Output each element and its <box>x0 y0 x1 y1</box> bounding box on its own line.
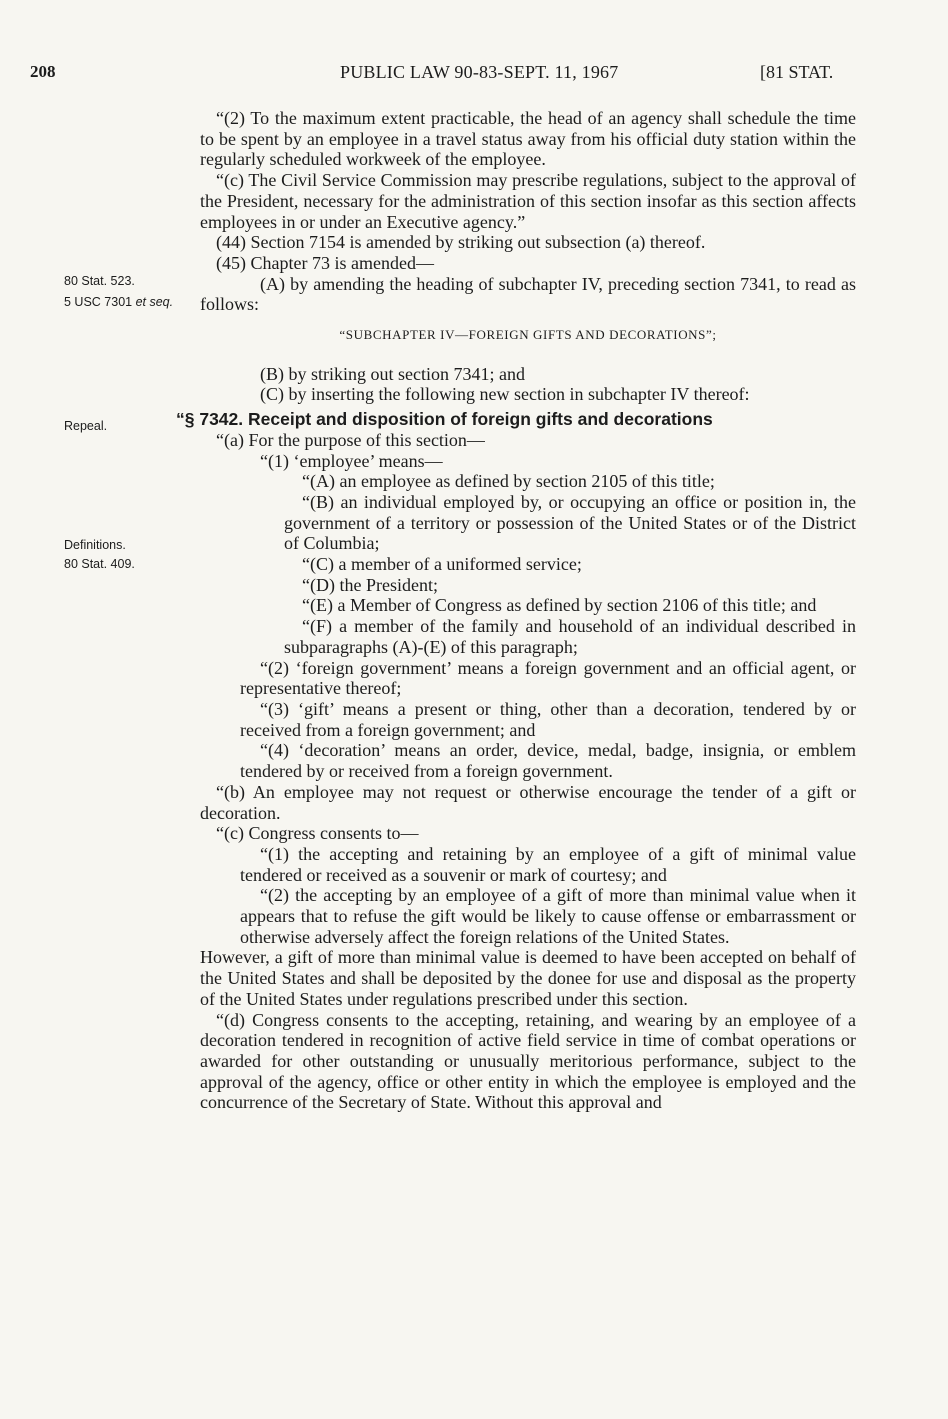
subsection-a: “(a) For the purpose of this section— <box>216 429 485 450</box>
page-number: 208 <box>30 62 56 81</box>
statute-body <box>176 108 856 1113</box>
usc-citation-text: 5 USC 7301 <box>64 295 136 309</box>
subsection-c-proviso: However, a gift of more than minimal value is deemed to have been accepted on behalf of the United States and shall be deposited by the donee for use and disposal as the property of the United States under regulations prescribed under this section. <box>200 947 856 1009</box>
subsection-c-1: “(1) the accepting and retaining by an employee of a gift of minimal value tendered or received as a souvenir or mark of courtesy; and <box>240 843 856 885</box>
paragraph-civil-service-regulations: “(c) The Civil Service Commission may prescribe regulations, subject to the approval of the President, necessary for the administration of this section insofar as this section affects employees in or under an Executive agency.” <box>200 170 856 232</box>
definition-employee-f: “(F) a member of the family and household of an individual described in subparagraphs (A)-(E) of this paragraph; <box>284 616 856 657</box>
definition-employee: “(1) ‘employee’ means— <box>260 450 443 471</box>
subsection-d: “(d) Congress consents to the accepting, retaining, and wearing by an employee of a decoration tendered in recognition of active field service in time of combat operations or awarded for other outstanding or unusually meritorious performance, subject to the approval of the agency, office or other entity in which the employee is employed and the concurrence of the Secretary of State. Without this approval and <box>200 1009 856 1113</box>
margin-note-usc-citation <box>64 293 173 311</box>
paragraph-44: (44) Section 7154 is amended by striking out subsection (a) thereof. <box>216 232 706 253</box>
definition-employee-e: “(E) a Member of Congress as defined by section 2106 of this title; and <box>302 595 817 616</box>
subsection-b: “(b) An employee may not request or otherwise encourage the tender of a gift or decoration. <box>200 781 856 823</box>
subchapter-heading: “SUBCHAPTER IV—FOREIGN GIFTS AND DECORATIONS”; <box>339 327 717 343</box>
statute-reference: [81 STAT. <box>760 62 834 82</box>
paragraph-45-c: (C) by inserting the following new section in subchapter IV thereof: <box>260 384 750 405</box>
margin-note-80-stat-409: 80 Stat. 409. <box>64 557 135 571</box>
paragraph-45: (45) Chapter 73 is amended— <box>216 252 434 273</box>
subsection-c-2: “(2) the accepting by an employee of a gift of more than minimal value when it appears that to refuse the gift would be likely to cause offense or embarrassment or otherwise adversely affect the foreign relations of the United States. <box>240 885 856 947</box>
definition-employee-d: “(D) the President; <box>302 574 438 595</box>
definition-decoration: “(4) ‘decoration’ means an order, device, medal, badge, insignia, or emblem tendered by or received from a foreign government. <box>240 740 856 782</box>
subsection-c: “(c) Congress consents to— <box>216 823 419 844</box>
definition-employee-a: “(A) an employee as defined by section 2105 of this title; <box>302 471 715 492</box>
paragraph-45-a: (A) by amending the heading of subchapter IV, preceding section 7341, to read as follows: <box>200 273 856 315</box>
usc-citation-et-seq: et seq. <box>135 295 174 309</box>
running-head: PUBLIC LAW 90-83-SEPT. 11, 1967 <box>340 62 619 82</box>
section-7342-heading: “§ 7342. Receipt and disposition of foreign gifts and decorations <box>176 409 713 430</box>
margin-note-repeal: Repeal. <box>64 419 108 433</box>
paragraph-45-b: (B) by striking out section 7341; and <box>260 363 525 384</box>
paragraph-travel-schedule: “(2) To the maximum extent practicable, the head of an agency shall schedule the time to be spent by an employee in a travel status away from his official duty station within the regularly scheduled workweek of the employee. <box>200 108 856 170</box>
definition-gift: “(3) ‘gift’ means a present or thing, other than a decoration, tendered by or received from a foreign government; and <box>240 698 856 740</box>
definition-employee-b: “(B) an individual employed by, or occupying an office or position in, the government of a territory or possession of the United States or of the District of Columbia; <box>284 491 856 554</box>
margin-note-80-stat-523: 80 Stat. 523. <box>64 274 135 288</box>
definition-employee-c: “(C) a member of a uniformed service; <box>302 554 582 575</box>
margin-note-definitions: Definitions. <box>64 538 126 552</box>
definition-foreign-government: “(2) ‘foreign government’ means a foreign government and an official agent, or representative thereof; <box>240 657 856 699</box>
